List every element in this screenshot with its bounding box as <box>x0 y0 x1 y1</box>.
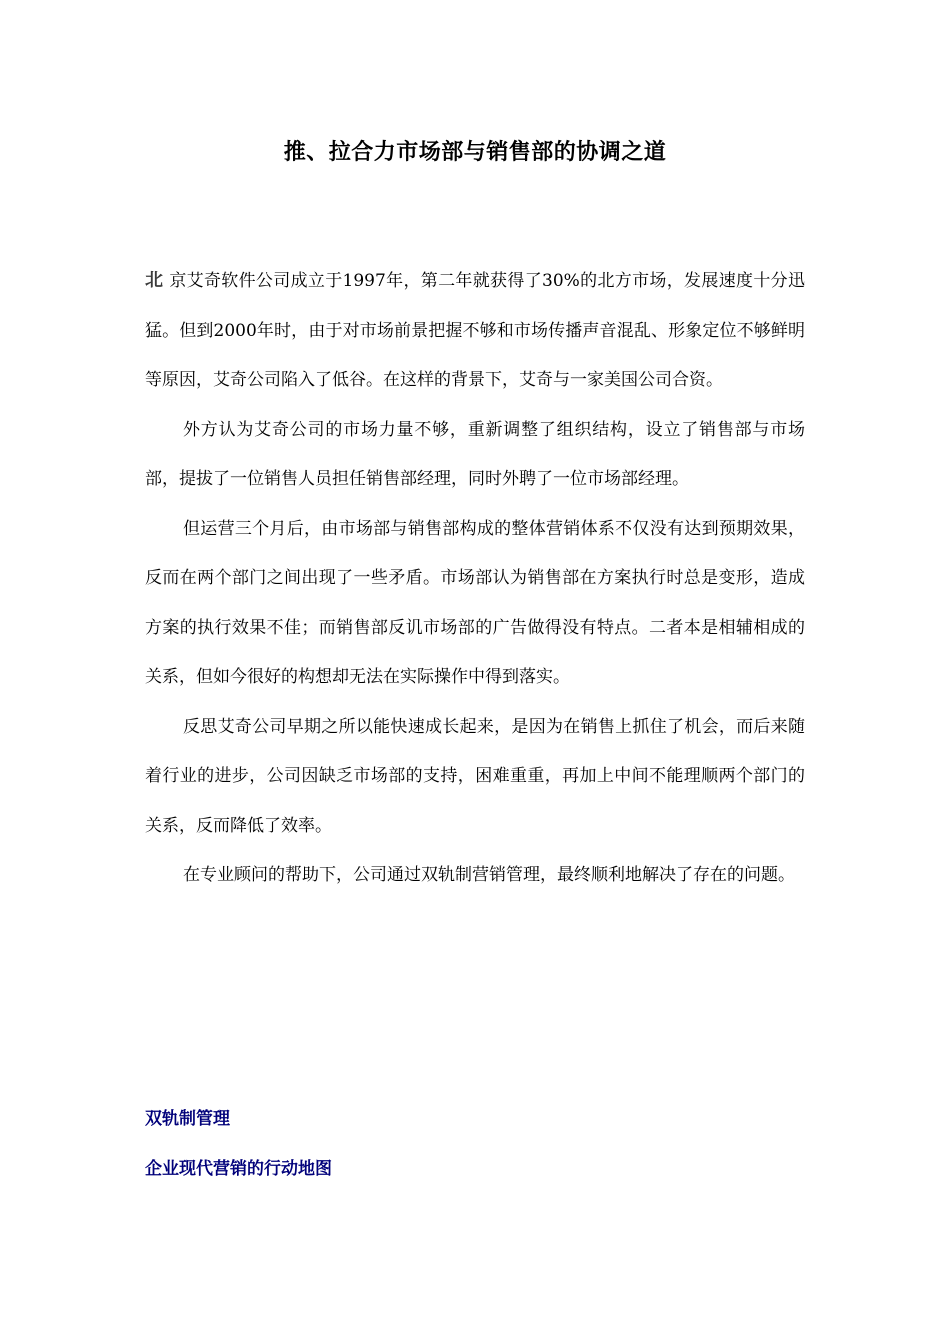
dropcap: 北 <box>145 270 164 291</box>
paragraph-4: 反思艾奇公司早期之所以能快速成长起来，是因为在销售上抓住了机会，而后来随着行业的进步，公司因缺乏市场部的支持，困难重重，再加上中间不能理顺两个部门的关系，反而降低了效率。 <box>145 716 805 836</box>
paragraph-1 <box>145 256 805 406</box>
paragraph-5: 在专业顾问的帮助下，公司通过双轨制营销管理，最终顺利地解决了存在的问题。 <box>183 865 795 885</box>
paragraph-2: 外方认为艾奇公司的市场力量不够，重新调整了组织结构，设立了销售部与市场部，提拔了一位销售人员担任销售部经理，同时外聘了一位市场部经理。 <box>145 419 805 489</box>
paragraph-3: 但运营三个月后，由市场部与销售部构成的整体营销体系不仅没有达到预期效果，反而在两个部门之间出现了一些矛盾。市场部认为销售部在方案执行时总是变形，造成方案的执行效果不佳；而销售部反讥市场部的广告做得没有特点。二者本是相辅相成的关系，但如今很好的构想却无法在实际操作中得到落实。 <box>145 518 805 687</box>
paragraph-1-text: 京艾奇软件公司成立于1997年，第二年就获得了30%的北方市场，发展速度十分迅猛。但到2000年时，由于对市场前景把握不够和市场传播声音混乱、形象定位不够鲜明等原因，艾奇公司陷入了低谷。在这样的背景下，艾奇与一家美国公司合资。 <box>145 271 805 390</box>
article-body <box>145 256 805 901</box>
section-heading-action-map: 企业现代营销的行动地图 <box>145 1159 332 1179</box>
document-title: 推、拉合力市场部与销售部的协调之道 <box>283 139 667 165</box>
section-heading-dual-track: 双轨制管理 <box>145 1109 230 1129</box>
